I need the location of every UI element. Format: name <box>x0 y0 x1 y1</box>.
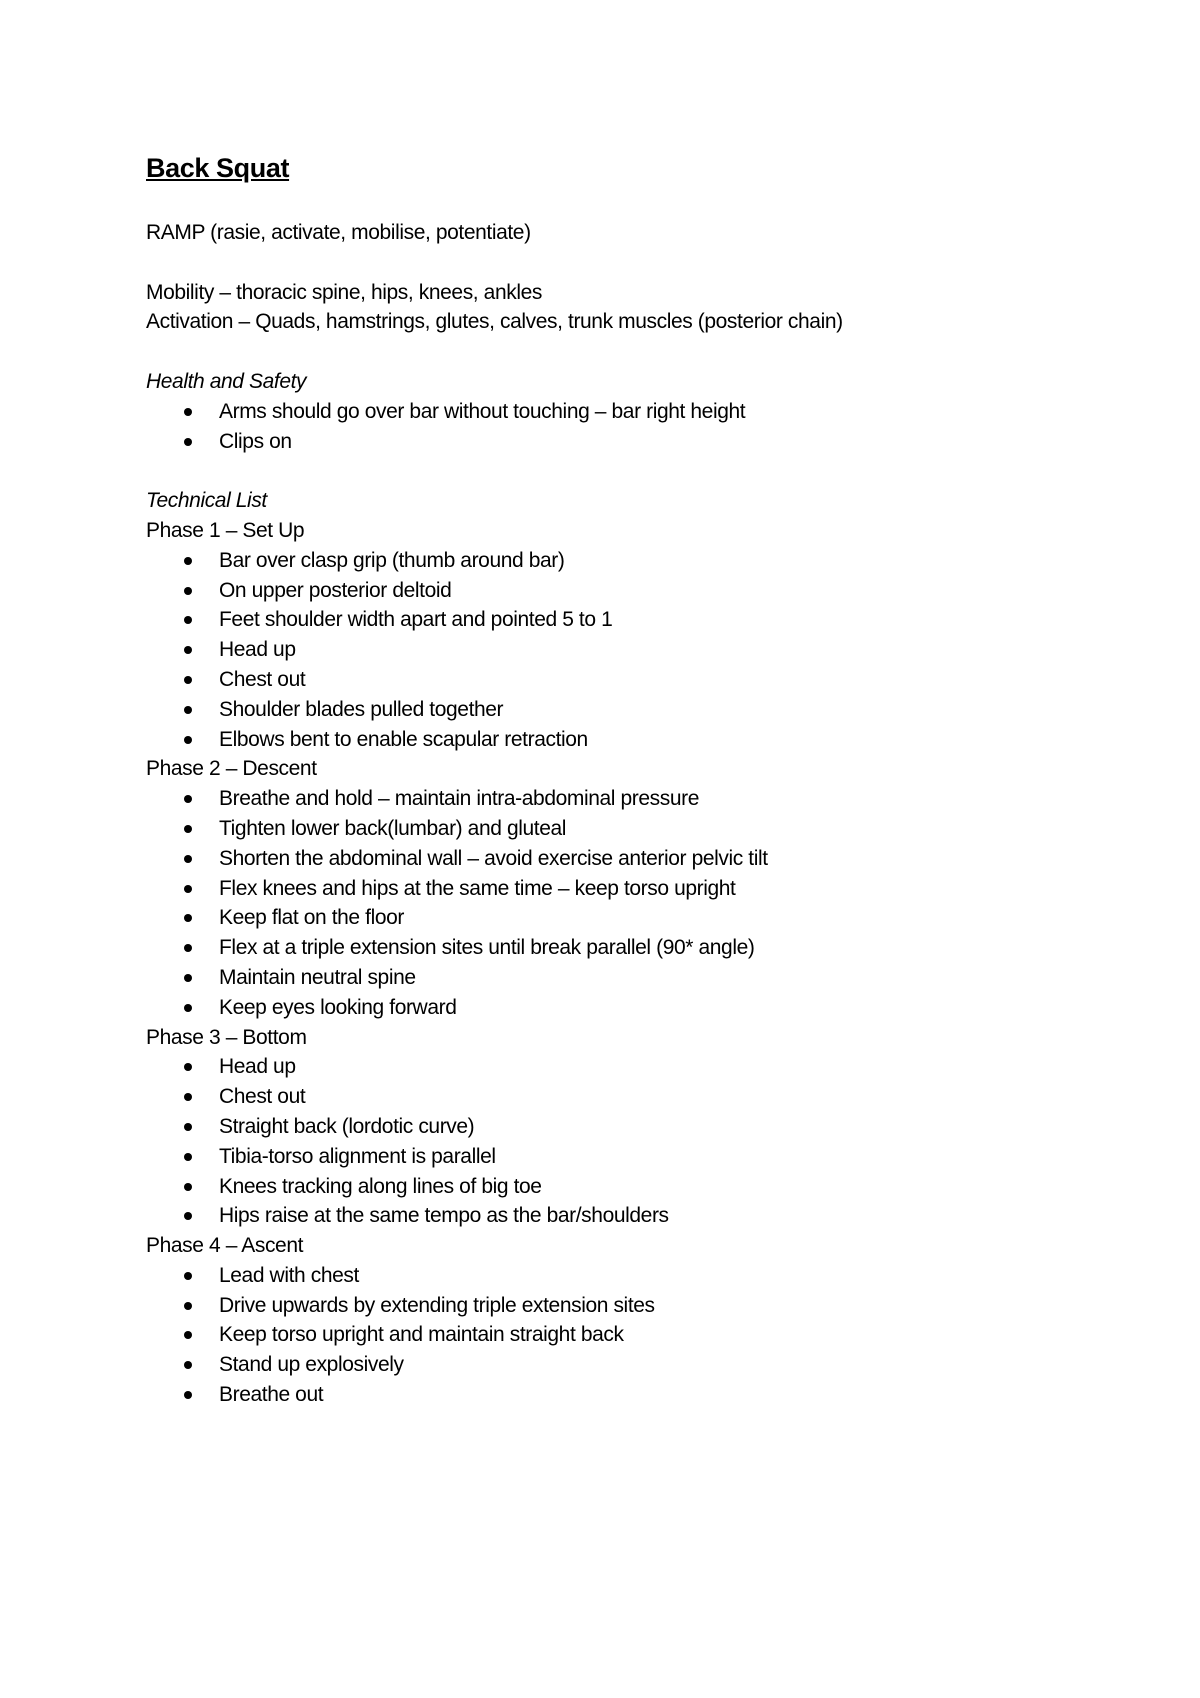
list-item <box>146 874 1126 904</box>
list-item <box>146 784 1126 814</box>
list-item <box>146 1320 1126 1350</box>
bullet-icon <box>184 1361 192 1369</box>
list-item <box>146 635 1126 665</box>
spacer <box>146 456 1126 486</box>
list-item-text: Tibia-torso alignment is parallel <box>219 1144 496 1168</box>
list-item <box>146 605 1126 635</box>
phase-1-list <box>146 546 1126 755</box>
bullet-icon <box>184 438 192 446</box>
bullet-icon <box>184 1093 192 1101</box>
list-item-text: Keep torso upright and maintain straight back <box>219 1323 624 1347</box>
bullet-icon <box>184 1123 192 1131</box>
list-item <box>146 1380 1126 1410</box>
bullet-icon <box>184 646 192 654</box>
spacer <box>146 248 1126 278</box>
bullet-icon <box>184 706 192 714</box>
list-item-text: Straight back (lordotic curve) <box>219 1114 475 1138</box>
phase-1-heading: Phase 1 – Set Up <box>146 518 305 542</box>
bullet-icon <box>184 1302 192 1310</box>
phase-3-list <box>146 1052 1126 1231</box>
list-item-text: Hips raise at the same tempo as the bar/shoulders <box>219 1204 669 1228</box>
phase-3-heading: Phase 3 – Bottom <box>146 1025 307 1049</box>
list-item <box>146 844 1126 874</box>
bullet-icon <box>184 944 192 952</box>
list-item <box>146 1082 1126 1112</box>
list-item <box>146 1172 1126 1202</box>
bullet-icon <box>184 1063 192 1071</box>
list-item <box>146 397 1126 427</box>
bullet-icon <box>184 974 192 982</box>
bullet-icon <box>184 1391 192 1399</box>
list-item <box>146 427 1126 457</box>
document-title: Back Squat <box>146 153 290 183</box>
list-item <box>146 1201 1126 1231</box>
list-item-text: Flex knees and hips at the same time – keep torso upright <box>219 876 736 900</box>
list-item-text: Tighten lower back(lumbar) and gluteal <box>219 816 567 840</box>
list-item-text: Knees tracking along lines of big toe <box>219 1174 542 1198</box>
list-item-text: Feet shoulder width apart and pointed 5 to 1 <box>219 608 613 632</box>
spacer <box>146 337 1126 367</box>
health-safety-list <box>146 397 1126 457</box>
list-item-text: Breathe and hold – maintain intra-abdominal pressure <box>219 787 700 811</box>
bullet-icon <box>184 855 192 863</box>
list-item-text: Elbows bent to enable scapular retraction <box>219 727 588 751</box>
list-item <box>146 814 1126 844</box>
mobility-line: Mobility – thoracic spine, hips, knees, ankles <box>146 280 542 304</box>
list-item-text: Shoulder blades pulled together <box>219 697 504 721</box>
list-item <box>146 695 1126 725</box>
bullet-icon <box>184 914 192 922</box>
bullet-icon <box>184 1004 192 1012</box>
document-page <box>146 148 1126 1410</box>
phase-2-heading: Phase 2 – Descent <box>146 757 317 781</box>
bullet-icon <box>184 1212 192 1220</box>
list-item-text: Flex at a triple extension sites until break parallel (90* angle) <box>219 936 755 960</box>
activation-line: Activation – Quads, hamstrings, glutes, calves, trunk muscles (posterior chain) <box>146 310 843 334</box>
list-item <box>146 993 1126 1023</box>
bullet-icon <box>184 1331 192 1339</box>
bullet-icon <box>184 825 192 833</box>
bullet-icon <box>184 408 192 416</box>
list-item-text: Stand up explosively <box>219 1353 404 1377</box>
list-item <box>146 1052 1126 1082</box>
list-item-text: Breathe out <box>219 1383 324 1407</box>
list-item-text: Lead with chest <box>219 1263 359 1287</box>
list-item <box>146 1261 1126 1291</box>
bullet-icon <box>184 616 192 624</box>
list-item <box>146 1291 1126 1321</box>
list-item-text: Maintain neutral spine <box>219 965 416 989</box>
list-item <box>146 546 1126 576</box>
list-item <box>146 933 1126 963</box>
phase-4-list <box>146 1261 1126 1410</box>
list-item-text: Head up <box>219 1055 296 1079</box>
technical-list-heading: Technical List <box>146 489 267 513</box>
list-item-text: Bar over clasp grip (thumb around bar) <box>219 548 565 572</box>
list-item <box>146 576 1126 606</box>
list-item <box>146 665 1126 695</box>
phase-4-heading: Phase 4 – Ascent <box>146 1234 304 1258</box>
bullet-icon <box>184 1272 192 1280</box>
list-item-text: Shorten the abdominal wall – avoid exercise anterior pelvic tilt <box>219 846 768 870</box>
list-item <box>146 725 1126 755</box>
list-item <box>146 1112 1126 1142</box>
bullet-icon <box>184 1153 192 1161</box>
bullet-icon <box>184 557 192 565</box>
list-item <box>146 1142 1126 1172</box>
bullet-icon <box>184 736 192 744</box>
list-item-text: On upper posterior deltoid <box>219 578 452 602</box>
bullet-icon <box>184 795 192 803</box>
list-item-text: Chest out <box>219 1085 306 1109</box>
list-item-text: Keep eyes looking forward <box>219 995 457 1019</box>
list-item-text: Arms should go over bar without touching – bar right height <box>219 399 746 423</box>
list-item <box>146 963 1126 993</box>
ramp-line: RAMP (rasie, activate, mobilise, potentiate) <box>146 221 531 244</box>
bullet-icon <box>184 587 192 595</box>
list-item-text: Head up <box>219 638 296 662</box>
list-item-text: Chest out <box>219 667 306 691</box>
list-item-text: Clips on <box>219 429 292 453</box>
bullet-icon <box>184 885 192 893</box>
list-item <box>146 903 1126 933</box>
bullet-icon <box>184 1183 192 1191</box>
health-safety-heading: Health and Safety <box>146 369 307 393</box>
bullet-icon <box>184 676 192 684</box>
list-item-text: Keep flat on the floor <box>219 906 404 930</box>
list-item <box>146 1350 1126 1380</box>
phase-2-list <box>146 784 1126 1022</box>
list-item-text: Drive upwards by extending triple extension sites <box>219 1293 655 1317</box>
